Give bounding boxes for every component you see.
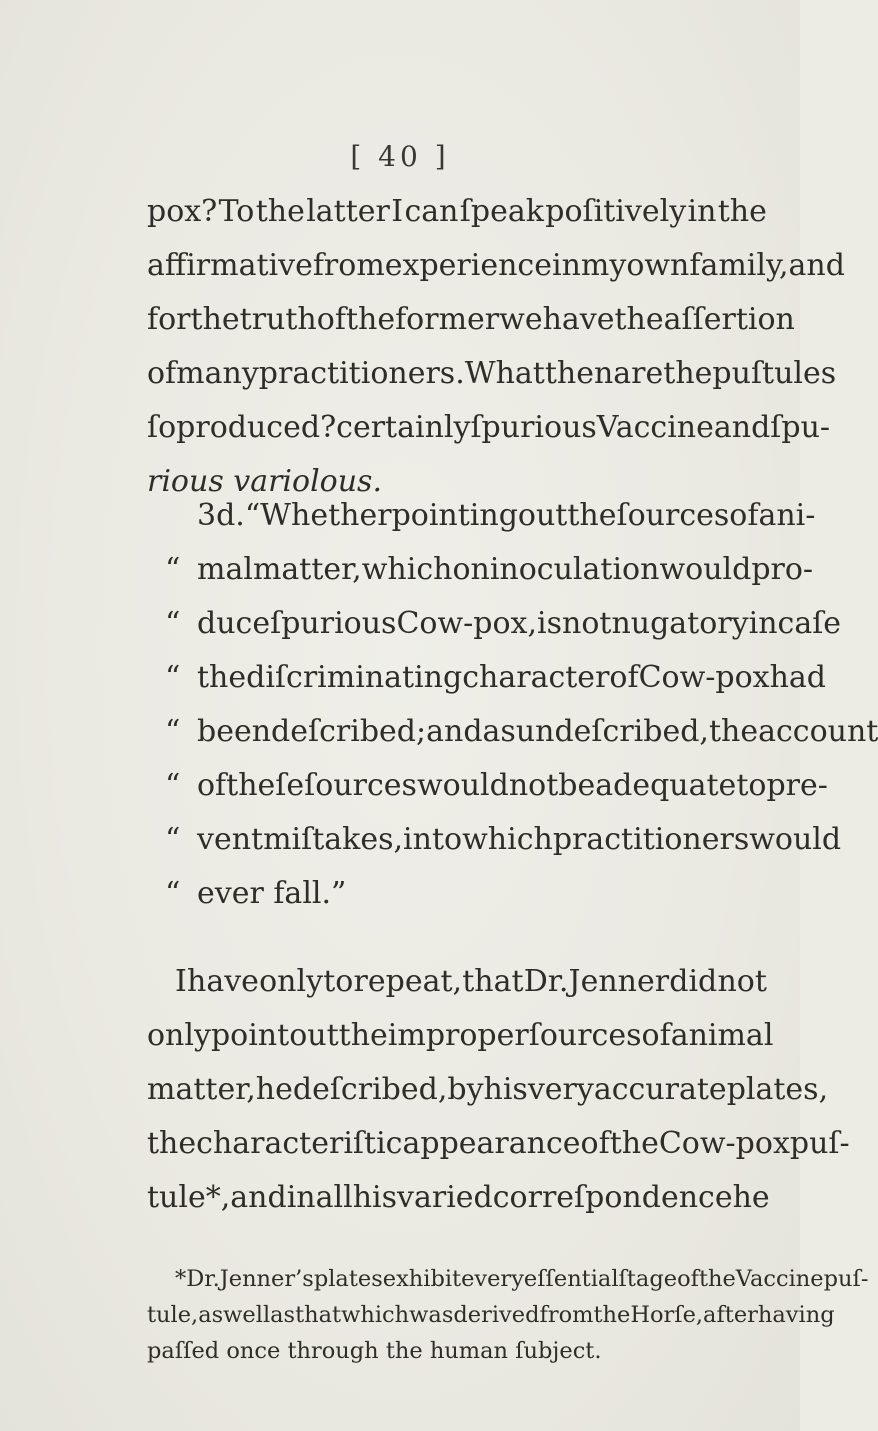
footnote-line: paſſed once through the human ſubject. xyxy=(147,1338,602,1364)
quote-mark: “ xyxy=(165,822,181,857)
text-line: vent miſtakes, into which practitioners would xyxy=(197,822,842,857)
text-line: matter, he deſcribed, by his very accurate plates, xyxy=(147,1072,829,1107)
quote-mark: “ xyxy=(165,876,181,911)
quote-mark: “ xyxy=(165,768,181,803)
quote-mark: “ xyxy=(165,606,181,641)
footnote-line: tule, as well as that which was derived from the Horſe, after having xyxy=(147,1302,835,1328)
text-line: for the truth of the former we have the aſſertion xyxy=(147,302,795,337)
text-line: ſo produced? certainly ſpurious Vaccine and ſpu- xyxy=(147,410,831,445)
text-line: ever fall.” xyxy=(197,876,347,911)
quote-mark: “ xyxy=(165,660,181,695)
text-line: affirmative from experience in my own family, and xyxy=(147,248,845,283)
text-line: duce ſpurious Cow-pox, is not nugatory in caſe xyxy=(197,606,842,641)
text-line: 3d. “ Whether pointing out the ſources of ani- xyxy=(197,498,816,533)
quote-mark: “ xyxy=(165,552,181,587)
text-line: of many practitioners. What then are the puſtules xyxy=(147,356,837,391)
text-line: pox? To the latter I can ſpeak poſitively in the xyxy=(147,194,767,229)
text-line: the diſcriminating character of Cow-pox had xyxy=(197,660,827,695)
text-line: tule *, and in all his varied correſpondence he xyxy=(147,1180,770,1215)
text-line: of theſe ſources would not be adequate to pre- xyxy=(197,768,828,803)
text-line: rious variolous. xyxy=(147,464,382,499)
footnote-line: * Dr. Jenner’s plates exhibit every eſſential ſtage of the Vaccine puſ- xyxy=(175,1266,869,1292)
quote-mark: “ xyxy=(165,714,181,749)
text-line: the characteriſtic appearance of the Cow-pox puſ- xyxy=(147,1126,850,1161)
text-line: I have only to repeat, that Dr. Jenner did not xyxy=(175,964,767,999)
text-line: mal matter, which on inoculation would pro- xyxy=(197,552,814,587)
text-line: been deſcribed ; and as undeſcribed, the account xyxy=(197,714,878,749)
page-number: [ 40 ] xyxy=(350,140,450,173)
text-line: only point out the improper ſources of animal xyxy=(147,1018,774,1053)
